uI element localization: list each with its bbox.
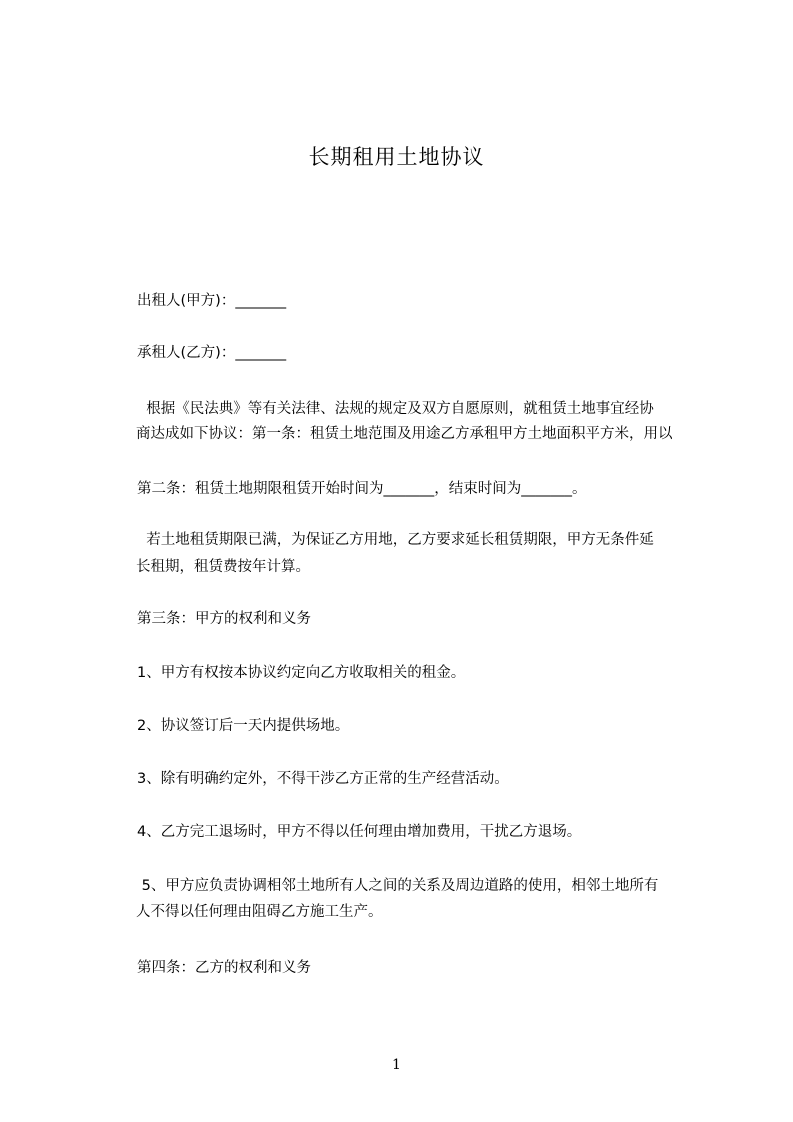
article-3-heading: 第三条：甲方的权利和义务 — [137, 611, 311, 627]
article-3-item-3: 3、除有明确约定外，不得干涉乙方正常的生产经营活动。 — [137, 771, 509, 787]
article-3-item-4: 4、乙方完工退场时，甲方不得以任何理由增加费用，干扰乙方退场。 — [137, 824, 582, 840]
extension-paragraph-line2: 长租期，租赁费按年计算。 — [136, 559, 310, 575]
extension-paragraph-line1: 若土地租赁期限已满，为保证乙方用地，乙方要求延长租赁期限，甲方无条件延 — [137, 532, 654, 548]
page-number: 1 — [392, 1057, 401, 1073]
article-3-item-2: 2、协议签订后一天内提供场地。 — [137, 718, 350, 734]
document-title: 长期租用土地协议 — [308, 145, 485, 169]
lessee-line: 承租人(乙方)：_______ — [137, 345, 287, 361]
lessor-line: 出租人(甲方)：_______ — [137, 293, 287, 309]
intro-paragraph-line1: 根据《民法典》等有关法律、法规的规定及双方自愿原则，就租赁土地事宜经协 — [137, 401, 654, 417]
article-2-term: 第二条：租赁土地期限租赁开始时间为_______，结束时间为_______。 — [137, 481, 587, 497]
article-3-item-5-line1: 5、甲方应负责协调相邻土地所有人之间的关系及周边道路的使用，相邻土地所有 — [137, 878, 659, 894]
article-4-heading: 第四条：乙方的权利和义务 — [137, 960, 311, 976]
article-3-item-1: 1、甲方有权按本协议约定向乙方收取相关的租金。 — [137, 665, 466, 681]
intro-paragraph-line2: 商达成如下协议：第一条：租赁土地范围及用途乙方承租甲方土地面积平方米，用以 — [136, 426, 673, 442]
article-3-item-5-line2: 人不得以任何理由阻碍乙方施工生产。 — [136, 904, 383, 920]
